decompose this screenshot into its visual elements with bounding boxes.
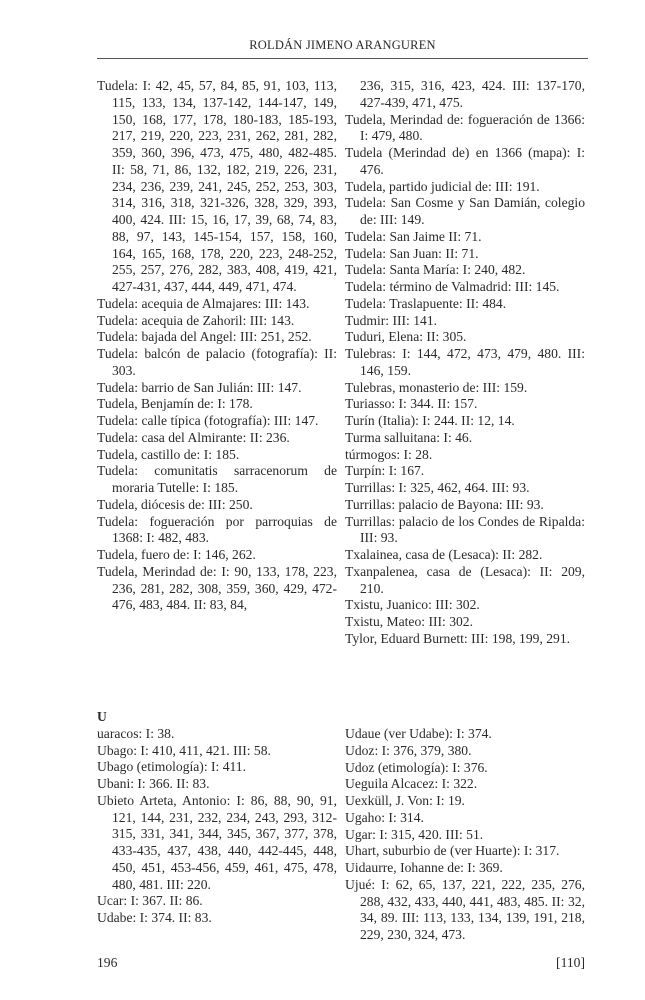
- index-column-top-right: [345, 78, 585, 648]
- index-entry: Tudela, fuero de: I: 146, 262.: [97, 547, 256, 562]
- running-head: ROLDÁN JIMENO ARANGUREN: [249, 38, 436, 52]
- index-entry: 236, 315, 316, 423, 424. III: 137-170, 427-439, 471, 475.: [360, 78, 585, 110]
- index-entry: Ubani: I: 366. II: 83.: [97, 776, 210, 791]
- index-entry: Ubago: I: 410, 411, 421. III: 58.: [97, 742, 271, 758]
- index-entry: Turma salluitana: I: 46.: [345, 429, 473, 445]
- index-entry: Tudela, Merindad de: I: 90, 133, 178, 223, 236, 281, 282, 308, 359, 360, 429, 472- 476, 483, 484. II: 83, 84,: [97, 563, 337, 613]
- index-entry: Turrillas: palacio de Bayona: III: 93.: [345, 496, 544, 512]
- index-entry: Udoz (etimología): I: 376.: [345, 759, 488, 775]
- index-entry: Ugar: I: 315, 420. III: 51.: [345, 826, 484, 842]
- index-entry: Tudela: casa del Almirante: II: 236.: [97, 429, 290, 445]
- index-entry: Tudela: Traslapuente: II: 484.: [345, 295, 507, 311]
- index-entry: Txistu, Juanico: III: 302.: [345, 597, 480, 613]
- index-entry: Tudela: fogueración por parroquias de 1368: I: 482, 483.: [97, 513, 337, 546]
- index-entry: Ubieto Arteta, Antonio: I: 86, 88, 90, 91, 121, 144, 231, 232, 234, 243, 293, 312-315, 331, 341, 344, 345, 367, 377, 378, 433-435, 437, 438, 440, 442-445, 448, 450, 451, 453-456, 459, 461, 475, 478, 480, 481. III: 220.: [97, 792, 337, 892]
- index-entry: Tudela: bajada del Angel: III: 251, 252.: [97, 329, 312, 345]
- index-entry: Tudela, diócesis de: III: 250.: [97, 496, 253, 512]
- index-entry: Tudmir: III: 141.: [345, 312, 438, 328]
- index-entry: Tudela: calle típica (fotografía): III: 147.: [97, 413, 319, 428]
- index-entry: Tudela: balcón de palacio (fotografía): II: 303.: [97, 346, 337, 378]
- index-entry: Udoz: I: 376, 379, 380.: [345, 742, 472, 758]
- index-entry: Ugaho: I: 314.: [345, 809, 424, 825]
- index-entry: Turrillas: I: 325, 462, 464. III: 93.: [345, 480, 530, 495]
- index-entry: Tudela: San Cosme y San Damián, colegio de: III: 149.: [345, 195, 585, 227]
- index-column-u-right: [345, 726, 585, 944]
- index-entry: túrmogos: I: 28.: [345, 446, 433, 462]
- index-entry: Txanpalenea, casa de (Lesaca): II: 209, 210.: [345, 563, 585, 596]
- index-entry: Uhart, suburbio de (ver Huarte): I: 317.: [345, 843, 560, 859]
- index-entry: Ujué: I: 62, 65, 137, 221, 222, 235, 276, 288, 432, 433, 440, 441, 483, 485. II: 32, 34, 89. III: 113, 133, 134, 139, 191, 218, 229, 230, 324, 473.: [345, 876, 585, 942]
- index-entry: Tudela (Merindad de) en 1366 (mapa): I: 476.: [345, 145, 585, 177]
- index-entry: Ucar: I: 367. II: 86.: [97, 893, 203, 909]
- index-column-top-left: [97, 78, 337, 614]
- index-entry: Tudela, partido judicial de: III: 191.: [345, 178, 540, 194]
- index-entry: Txistu, Mateo: III: 302.: [345, 614, 473, 629]
- header-rule: [97, 58, 588, 59]
- index-entry: Tudela, castillo de: I: 185.: [97, 446, 240, 462]
- index-entry: Tudela: San Jaime II: 71.: [345, 228, 482, 244]
- index-entry: Tudela: comunitatis sarracenorum de moraria Tutelle: I: 185.: [97, 463, 337, 495]
- index-entry: Ubago (etimología): I: 411.: [97, 759, 246, 775]
- u-left-entries: [97, 726, 337, 927]
- index-entry: Tudela, Benjamín de: I: 178.: [97, 396, 253, 412]
- index-entry: Turiasso: I: 344. II: 157.: [345, 396, 478, 412]
- index-entry: Tudela: San Juan: II: 71.: [345, 245, 479, 261]
- index-entry: Tudela: acequia de Zahoril: III: 143.: [97, 312, 295, 328]
- bracket-page-number: [110]: [556, 955, 585, 970]
- index-entry: Ueguila Alcacez: I: 322.: [345, 776, 478, 792]
- index-entry: Tudela: I: 42, 45, 57, 84, 85, 91, 103, 113, 115, 133, 134, 137-142, 144-147, 149, 150, 168, 177, 178, 180-183, 185-193, 217, 219, 220, 223, 231, 262, 281, 282, 359, 360, 396, 473, 475, 480, 482-485. II: 58, 71, 86, 132, 182, 219, 226, 231, 234, 236, 239, 241, 245, 252, 253, 303, 314, 316, 318, 321-326, 328, 329, 393, 400, 424. III: 15, 16, 17, 39, 68, 74, 83, 88, 97, 143, 145-154, 157, 158, 160, 164, 165, 168, 178, 220, 223, 248-252, 255, 257, 276, 282, 383, 408, 419, 421, 427-431, 437, 444, 449, 471, 474.: [97, 78, 337, 294]
- index-entry: Tulebras, monasterio de: III: 159.: [345, 379, 528, 395]
- index-entry: uaracos: I: 38.: [97, 725, 175, 741]
- index-entry: Udaue (ver Udabe): I: 374.: [345, 726, 492, 741]
- index-entry: Udabe: I: 374. II: 83.: [97, 910, 212, 925]
- index-entry: Tudela: término de Valmadrid: III: 145.: [345, 279, 560, 294]
- index-entry: Tudela: barrio de San Julián: III: 147.: [97, 379, 302, 395]
- index-entry: Uidaurre, Iohanne de: I: 369.: [345, 860, 503, 875]
- index-entry: Turrillas: palacio de los Condes de Ripalda: III: 93.: [345, 513, 585, 546]
- section-letter: U: [97, 709, 107, 724]
- index-entry: Turpín: I: 167.: [345, 463, 425, 479]
- index-entry: Tuduri, Elena: II: 305.: [345, 329, 467, 345]
- index-entry: Uexküll, J. Von: I: 19.: [345, 793, 465, 808]
- index-entry: Tudela, Merindad de: fogueración de 1366: I: 479, 480.: [345, 111, 585, 144]
- index-entry: Tudela: acequia de Almajares: III: 143.: [97, 295, 310, 311]
- index-entry: Tulebras: I: 144, 472, 473, 479, 480. III: 146, 159.: [345, 346, 585, 378]
- index-entry: Txalainea, casa de (Lesaca): II: 282.: [345, 547, 543, 562]
- page-number: 196: [97, 955, 118, 970]
- index-entry: Turín (Italia): I: 244. II: 12, 14.: [345, 413, 515, 428]
- index-entry: Tudela: Santa María: I: 240, 482.: [345, 262, 526, 278]
- index-entry: Tylor, Eduard Burnett: III: 198, 199, 291.: [345, 630, 571, 646]
- index-column-u-left: [97, 709, 337, 927]
